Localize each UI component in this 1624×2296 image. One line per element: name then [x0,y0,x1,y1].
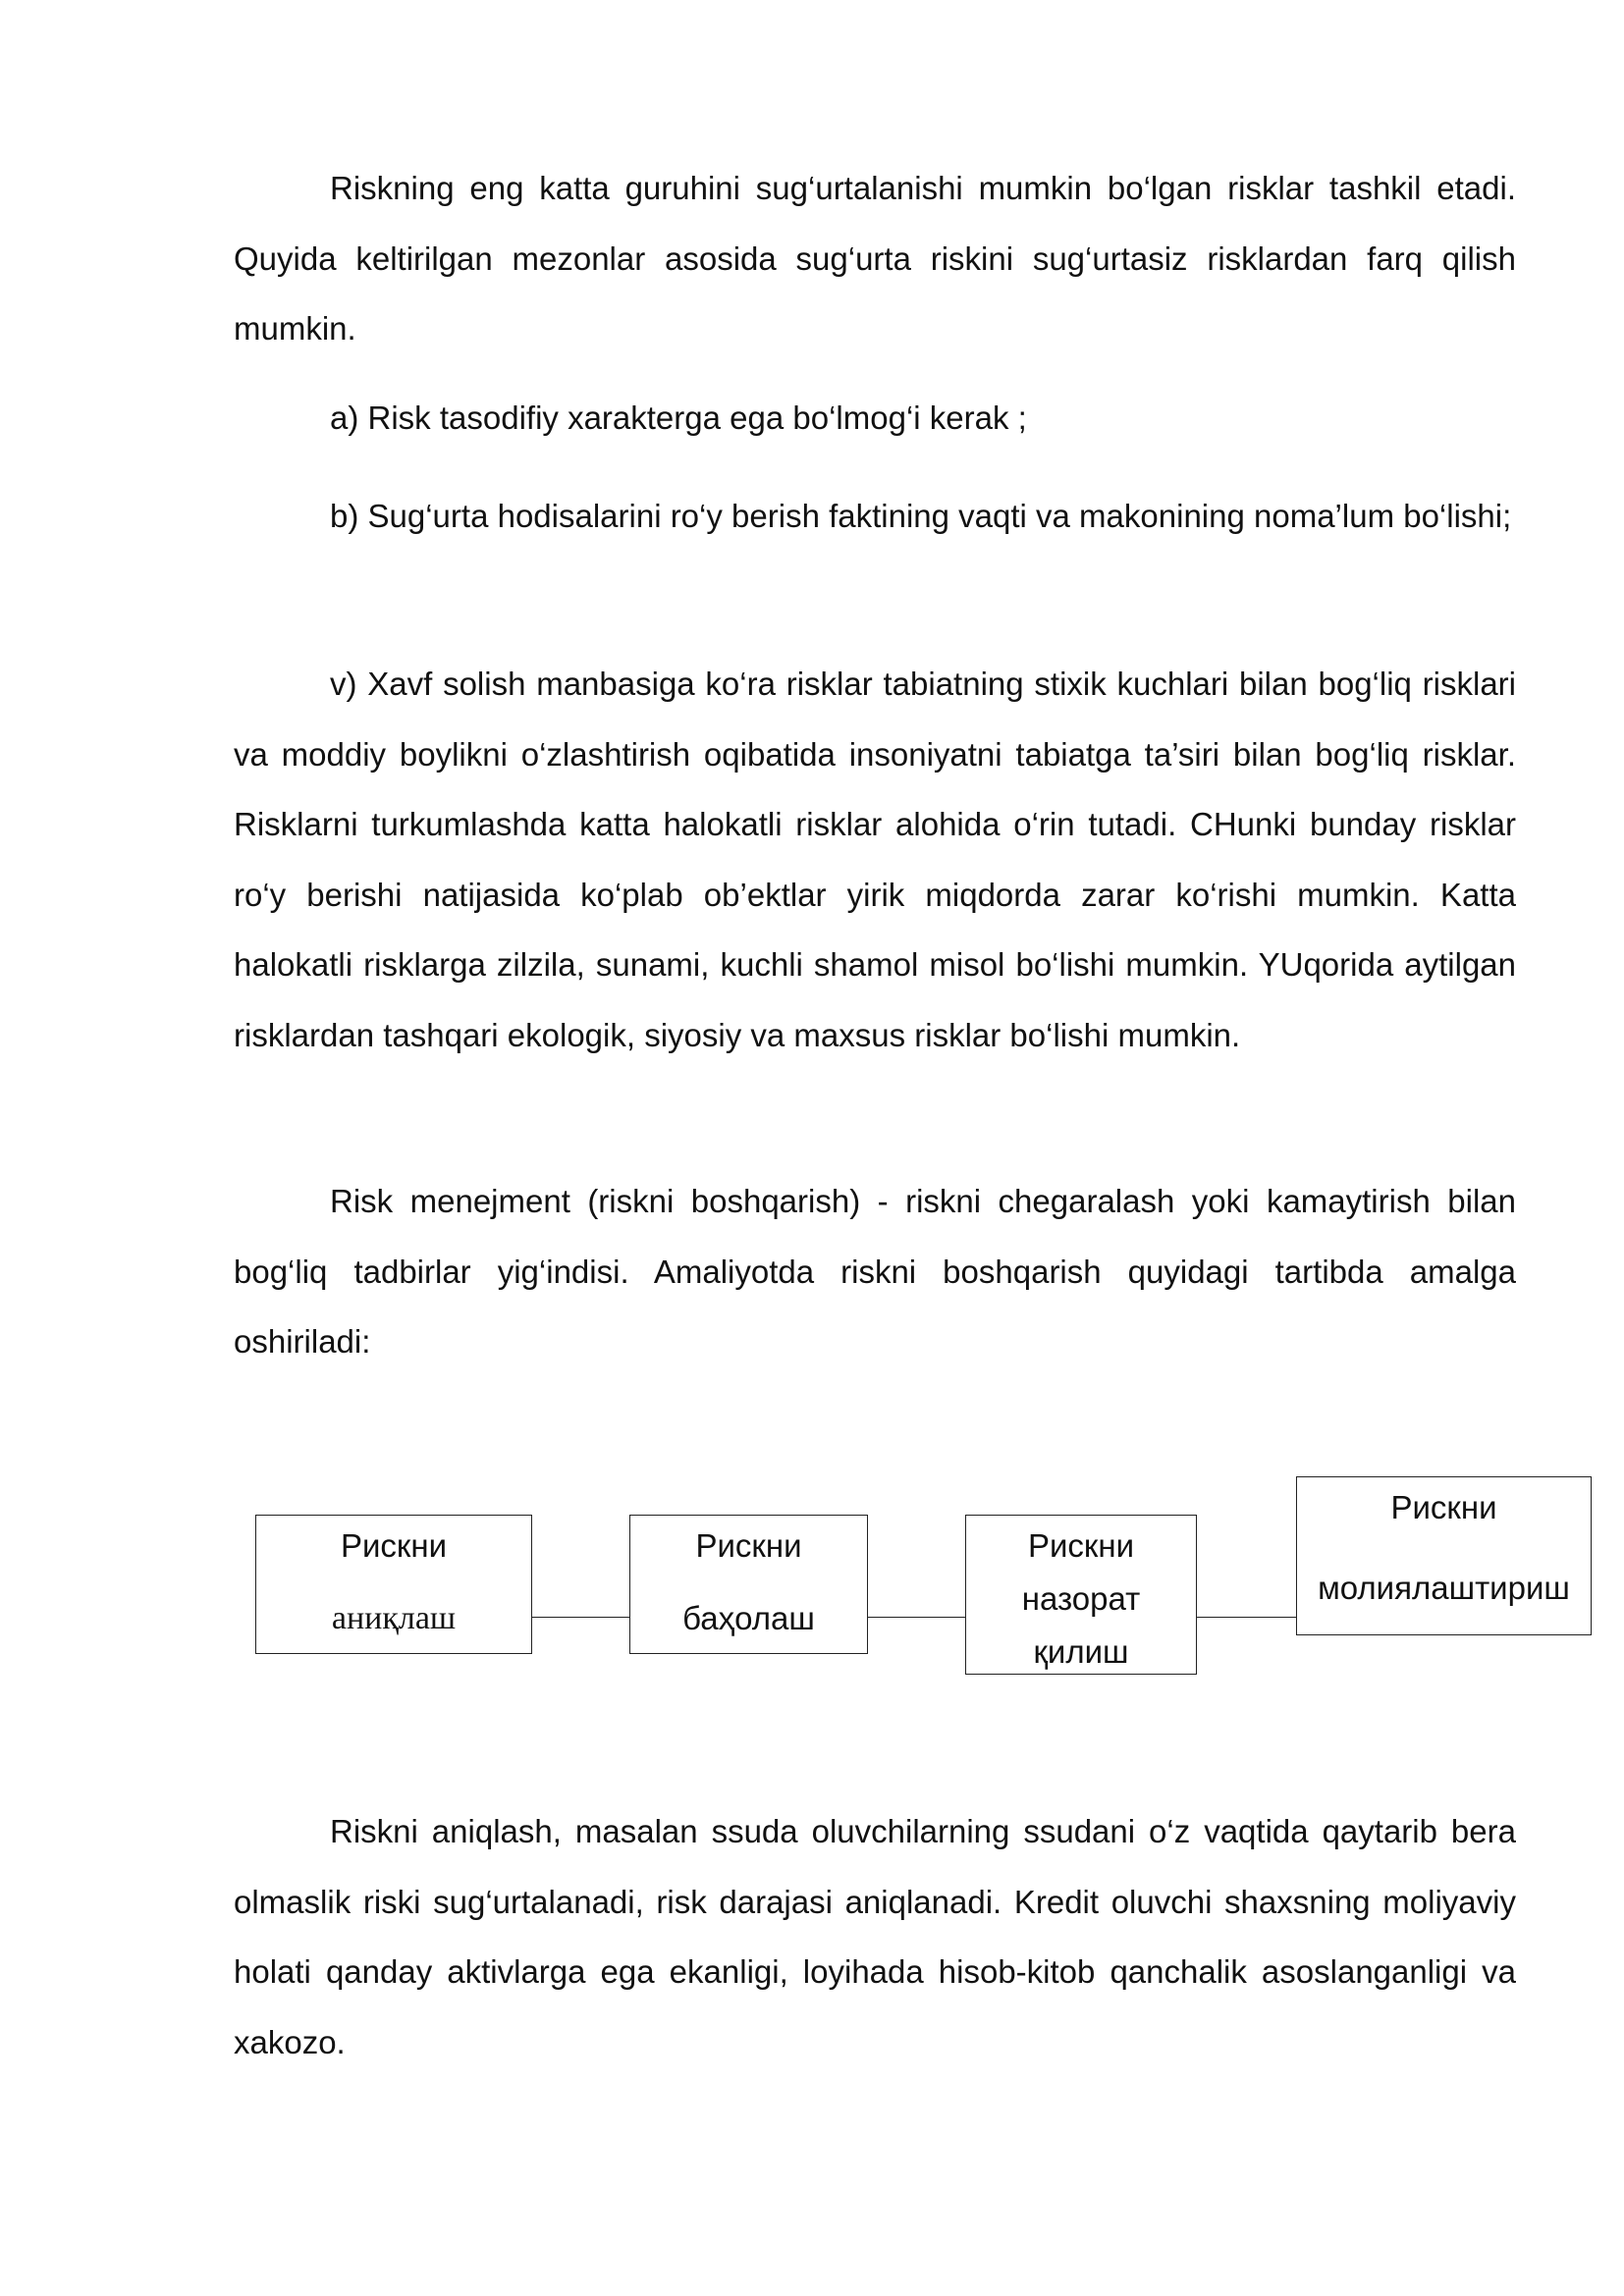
flow-box-assess-line2: баҳолаш [682,1600,815,1636]
flow-box-assess [629,1515,868,1654]
flow-box-identify [255,1515,532,1654]
flow-connector-2 [868,1617,965,1618]
flow-box-identify-line2: аниқлаш [331,1600,457,1636]
paragraph-criterion-b: b) Sug‘urta hodisalarini ro‘y berish faktining vaqti va makonining noma’lum bo‘lishi; [330,498,1512,534]
flow-box-assess-line1: Рискни [695,1527,802,1564]
flow-box-control [965,1515,1197,1675]
paragraph-risk-management: Risk menejment (riskni boshqarish) - riskni chegaralash yoki kamaytirish bilan bog‘liq tadbirlar yig‘indisi. Amaliyotda riskni boshqarish quyidagi tartibda amalga oshiriladi: [234,1183,1516,1360]
paragraph-insurable-risks: Riskning eng katta guruhini sug‘urtalanishi mumkin bo‘lgan risklar tashkil etadi. Quyida keltirilgan mezonlar asosida sug‘urta riskini sug‘urtasiz risklardan farq qilish mumkin. [234,170,1516,347]
flow-box-control-line1: Рискни [1027,1527,1135,1564]
flow-box-finance-line2: молиялаштириш [1318,1570,1570,1606]
paragraph-criterion-a: a) Risk tasodifiy xarakterga ega bo‘lmog‘i kerak ; [330,400,1027,436]
flow-box-finance-line1: Рискни [1390,1489,1497,1525]
paragraph-criterion-v: v) Xavf solish manbasiga ko‘ra risklar tabiatning stixik kuchlari bilan bog‘liq risklari va moddiy boylikni o‘zlashtirish oqibatida insoniyatni tabiatga ta’siri bilan bog‘liq risklar. Risklarni turkumlashda katta halokatli risklar alohida o‘rin tutadi. CHunki bunday risklar ro‘y berishi natijasida ko‘plab ob’ektlar yirik miqdorda zarar ko‘rishi mumkin. Katta halokatli risklarga zilzila, sunami, kuchli shamol misol bo‘lishi mumkin. YUqorida aytilgan risklardan tashqari ekologik, siyosiy va maxsus risklar bo‘lishi mumkin. [234,666,1516,1053]
flow-box-finance [1296,1476,1592,1635]
flow-connector-1 [532,1617,629,1618]
flow-connector-3 [1197,1617,1296,1618]
flow-box-control-line3: қилиш [1033,1633,1129,1670]
flow-box-identify-line1: Рискни [340,1527,448,1564]
paragraph-risk-identification: Riskni aniqlash, masalan ssuda oluvchilarning ssudani o‘z vaqtida qaytarib bera olmaslik riski sug‘urtalanadi, risk darajasi aniqlanadi. Kredit oluvchi shaxsning moliyaviy holati qanday aktivlarga ega ekanligi, loyihada hisob-kitob qanchalik asoslanganligi va xakozo. [234,1813,1516,2060]
flow-box-control-line2: назорат [1021,1580,1141,1617]
